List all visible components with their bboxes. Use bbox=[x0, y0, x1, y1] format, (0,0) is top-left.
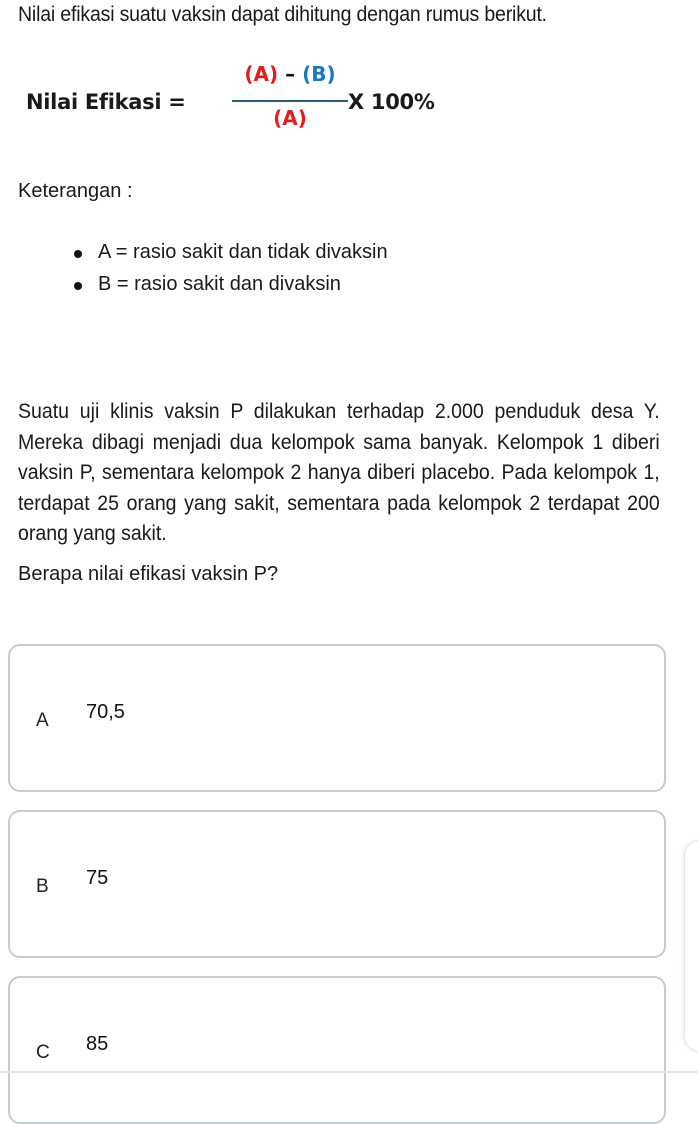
option-letter: A bbox=[36, 710, 49, 731]
formula-numerator bbox=[232, 62, 348, 86]
option-a[interactable] bbox=[8, 644, 666, 792]
option-value: 85 bbox=[86, 1033, 109, 1055]
fraction-bar bbox=[232, 100, 348, 102]
option-c[interactable] bbox=[8, 976, 666, 1124]
formula-rhs: X 100% bbox=[348, 90, 435, 114]
keterangan-item-label: B = rasio sakit dan divaksin bbox=[98, 273, 341, 295]
keterangan-title: Keterangan : bbox=[18, 180, 133, 202]
option-b[interactable] bbox=[8, 810, 666, 958]
numerator-minus: – bbox=[278, 62, 303, 86]
formula-denominator: (A) bbox=[273, 106, 307, 130]
option-letter: C bbox=[36, 1042, 50, 1063]
keterangan-item bbox=[74, 241, 388, 273]
bullet-icon bbox=[74, 282, 82, 290]
keterangan-list bbox=[74, 241, 388, 305]
intro-text: Nilai efikasi suatu vaksin dapat dihitung dengan rumus berikut. bbox=[18, 3, 547, 26]
question-text: Berapa nilai efikasi vaksin P? bbox=[18, 563, 279, 585]
formula-lhs: Nilai Efikasi = bbox=[26, 90, 186, 114]
option-value: 75 bbox=[86, 867, 109, 889]
option-letter: B bbox=[36, 876, 49, 897]
problem-paragraph bbox=[18, 397, 660, 550]
keterangan-item-label: A = rasio sakit dan tidak divaksin bbox=[98, 241, 388, 263]
option-value: 70,5 bbox=[86, 701, 125, 723]
formula-fraction bbox=[232, 62, 348, 142]
numerator-a: (A) bbox=[244, 62, 279, 86]
keterangan-item bbox=[74, 273, 388, 305]
numerator-b: (B) bbox=[302, 62, 336, 86]
floating-side-panel[interactable] bbox=[684, 840, 698, 1052]
problem-paragraph-text: Suatu uji klinis vaksin P dilakukan terhadap 2.000 penduduk desa Y. Mereka dibagi menjadi dua kelompok sama banyak. Kelompok 1 diberi vaksin P, sementara kelompok 2 hanya diberi placebo. Pada kelompok 1, terdapat 25 orang yang sakit, sementara pada kelompok 2 terdapat 200 orang yang sakit. bbox=[18, 400, 660, 545]
bullet-icon bbox=[74, 250, 82, 258]
efficacy-formula bbox=[26, 62, 466, 142]
